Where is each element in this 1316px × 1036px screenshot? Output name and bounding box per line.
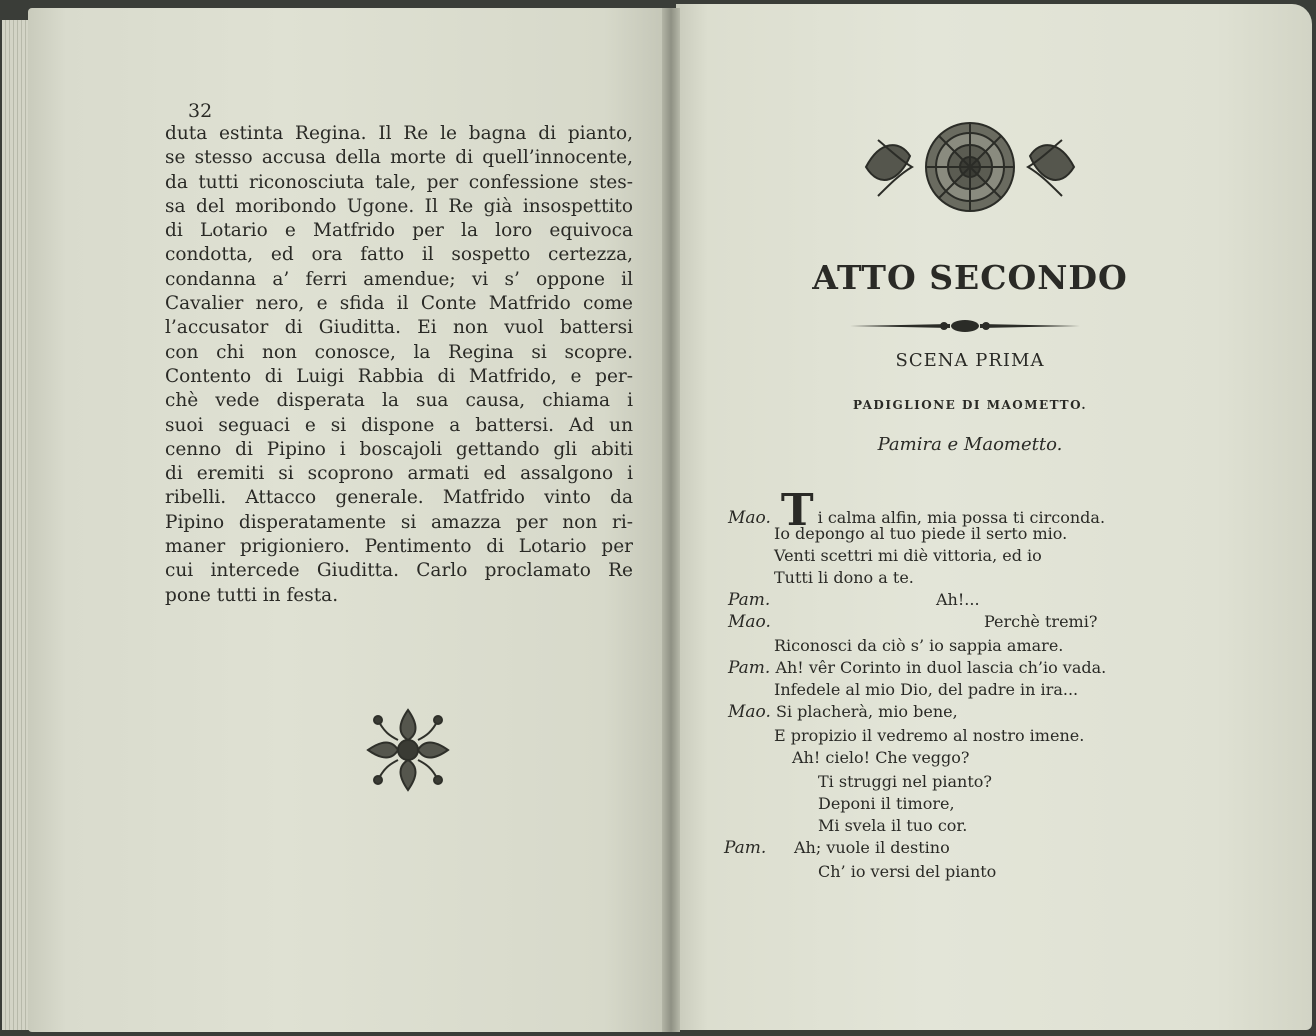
verse-text: Venti scettri mi diè vittoria, ed io — [774, 546, 1042, 565]
verse-line — [774, 546, 1042, 565]
text-line: cenno di Pipino i boscajoli gettando gli abiti — [165, 438, 633, 460]
text-line: maner prigioniero. Pentimento di Lotario per — [165, 536, 633, 558]
verse-text: Riconosci da ciò s’ io sappia amare. — [774, 636, 1064, 655]
verse-line — [818, 816, 967, 835]
verse-text: Io depongo al tuo piede il serto mio. — [774, 524, 1068, 543]
scene-title: SCENA PRIMA — [895, 350, 1045, 371]
text-line: sa del moribondo Ugone. Il Re già insospettito — [165, 195, 633, 217]
speaker-label: Mao. — [728, 612, 771, 632]
verse-text: Ti struggi nel pianto? — [818, 772, 992, 791]
plot-summary-text — [165, 122, 633, 608]
speaker-label: Pam. — [728, 590, 771, 610]
text-line: condanna a’ ferri amendue; vi s’ oppone il — [165, 268, 633, 290]
verse-line — [728, 658, 1106, 678]
text-line: Pipino disperatamente si amazza per non ri- — [165, 511, 633, 533]
text-line: di eremiti si scoprono armati ed assalgono i — [165, 463, 633, 485]
speaker-label: Mao. — [728, 702, 771, 722]
scene-characters: Pamira e Maometto. — [877, 434, 1063, 455]
verse-line — [728, 590, 980, 610]
rosette-headpiece-ornament — [860, 120, 1080, 214]
verse-text: Ah! vêr Corinto in duol lascia ch’io vada. — [775, 658, 1107, 677]
verse-line — [774, 636, 1063, 655]
book-gutter — [662, 8, 680, 1032]
text-line: cui intercede Giuditta. Carlo proclamato Re — [165, 560, 633, 582]
text-line: l’accusator di Giuditta. Ei non vuol battersi — [165, 317, 633, 339]
verse-text: Tutti li dono a te. — [774, 568, 914, 587]
verse-text: Deponi il timore, — [818, 794, 955, 813]
text-line: suoi seguaci e si dispone a battersi. Ad un — [165, 414, 633, 436]
verse-text: i calma alfin, mia possa ti circonda. — [817, 508, 1106, 527]
speaker-label: Pam. — [728, 658, 771, 678]
verse-line — [728, 612, 1098, 632]
text-line: da tutti riconosciuta tale, per confessione stes- — [165, 171, 633, 193]
verse-line — [774, 568, 914, 587]
text-line: ribelli. Attacco generale. Matfrido vinto da — [165, 487, 633, 509]
text-line: di Lotario e Matfrido per la loro equivoca — [165, 220, 633, 242]
verse-text: Mi svela il tuo cor. — [818, 816, 968, 835]
scene-setting: PADIGLIONE DI MAOMETTO. — [852, 398, 1088, 412]
floral-tailpiece-ornament — [364, 706, 452, 794]
text-line: chè vede disperata la sua causa, chiama i — [165, 390, 633, 412]
verse-line — [774, 726, 1084, 745]
verse-line — [774, 680, 1078, 699]
verse-text: Infedele al mio Dio, del padre in ira... — [774, 680, 1079, 699]
verse-line — [818, 794, 955, 813]
text-line: se stesso accusa della morte di quell’innocente, — [165, 147, 633, 169]
act-title: ATTO SECONDO — [812, 258, 1128, 297]
drop-cap: T — [780, 485, 814, 536]
text-line: duta estinta Regina. Il Re le bagna di pianto, — [165, 123, 633, 144]
verse-line — [774, 524, 1067, 543]
verse-line — [728, 702, 958, 722]
text-line: Cavalier nero, e sfida il Conte Matfrido come — [165, 293, 633, 315]
verse-text: Ah! cielo! Che veggo? — [792, 748, 970, 767]
verse-text: Perchè tremi? — [984, 612, 1098, 631]
verse-text: Ch’ io versi del pianto — [818, 862, 997, 881]
verse-text: Ah!... — [936, 590, 980, 609]
verse-line — [792, 748, 970, 767]
text-line: Contento di Luigi Rabbia di Matfrido, e per- — [165, 365, 633, 387]
verse-line — [818, 862, 996, 881]
text-line: con chi non conosce, la Regina si scopre. — [165, 341, 633, 363]
page-number: 32 — [188, 100, 213, 122]
verse-line — [724, 838, 950, 858]
verse-text: Si placherà, mio bene, — [775, 702, 958, 721]
verse-text: E propizio il vedremo al nostro imene. — [774, 726, 1085, 745]
verse-line — [818, 772, 992, 791]
verse-text: Ah; vuole il destino — [794, 838, 950, 857]
speaker-label: Mao. — [728, 508, 771, 528]
speaker-label: Pam. — [724, 838, 767, 858]
text-line: pone tutti in festa. — [165, 584, 339, 606]
text-line: condotta, ed ora fatto il sospetto certezza, — [165, 244, 633, 266]
decorative-rule — [850, 316, 1080, 336]
